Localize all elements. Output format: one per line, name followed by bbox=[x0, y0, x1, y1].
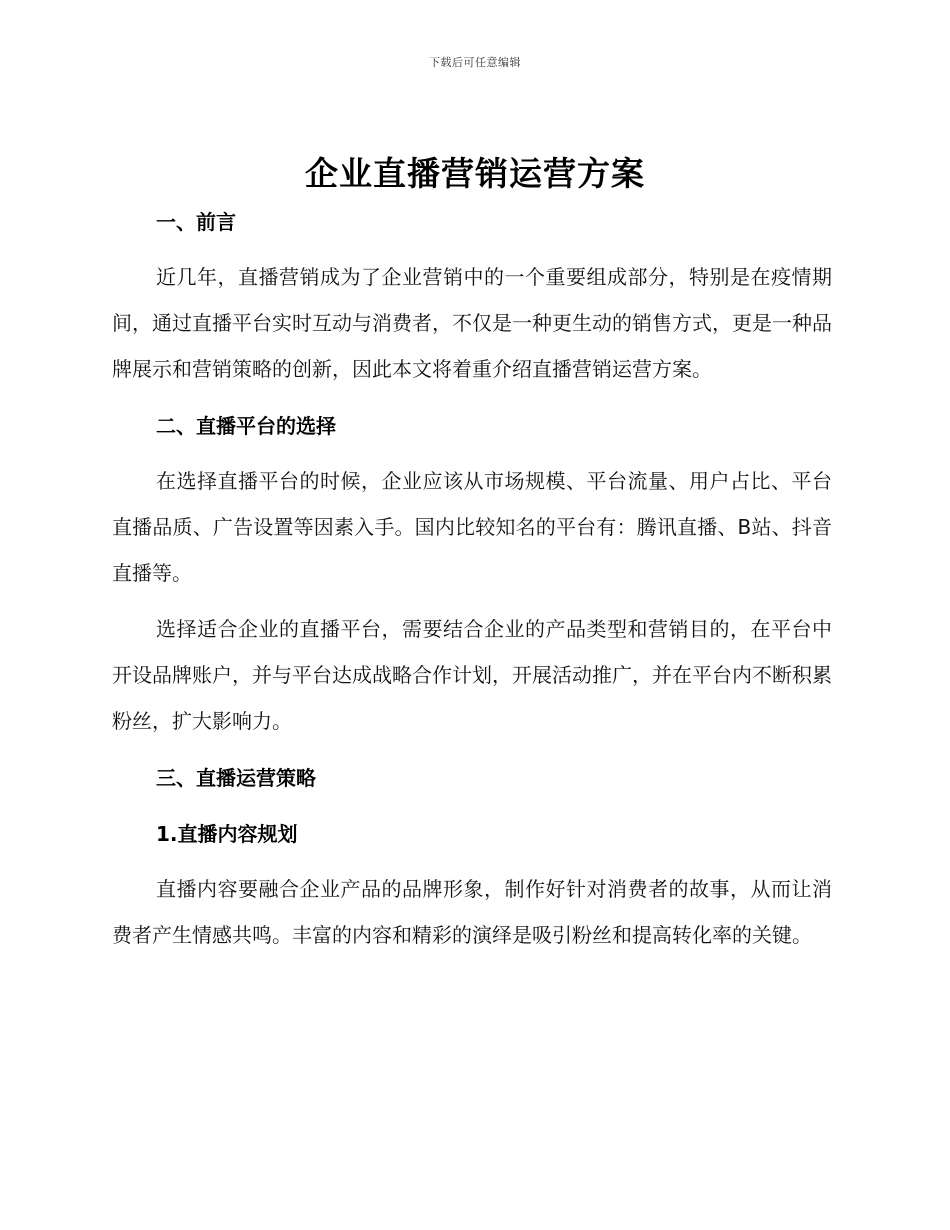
section-heading-preface: 一、前言 bbox=[156, 210, 236, 234]
paragraph-preface: 近几年，直播营销成为了企业营销中的一个重要组成部分，特别是在疫情期间，通过直播平台实时互动与消费者，不仅是一种更生动的销售方式，更是一种品牌展示和营销策略的创新，因此本文将着重介绍直播营销运营方案。 bbox=[112, 265, 832, 381]
paragraph-platform-strategy: 选择适合企业的直播平台，需要结合企业的产品类型和营销目的，在平台中开设品牌账户，并与平台达成战略合作计划，开展活动推广，并在平台内不断积累粉丝，扩大影响力。 bbox=[112, 617, 832, 733]
page-header-note: 下载后可任意编辑 bbox=[429, 56, 521, 69]
section-heading-platform-choice: 二、直播平台的选择 bbox=[156, 414, 336, 438]
subsection-heading-content-planning: 1.直播内容规划 bbox=[156, 822, 298, 846]
paragraph-platform-factors: 在选择直播平台的时候，企业应该从市场规模、平台流量、用户占比、平台直播品质、广告设置等因素入手。国内比较知名的平台有：腾讯直播、B站、抖音直播等。 bbox=[112, 469, 832, 585]
document-body bbox=[112, 200, 832, 958]
paragraph-content-planning: 直播内容要融合企业产品的品牌形象，制作好针对消费者的故事，从而让消费者产生情感共鸣。丰富的内容和精彩的演绎是吸引粉丝和提高转化率的关键。 bbox=[112, 877, 832, 947]
section-heading-operations-strategy: 三、直播运营策略 bbox=[156, 766, 316, 790]
document-title: 企业直播营销运营方案 bbox=[305, 154, 645, 193]
